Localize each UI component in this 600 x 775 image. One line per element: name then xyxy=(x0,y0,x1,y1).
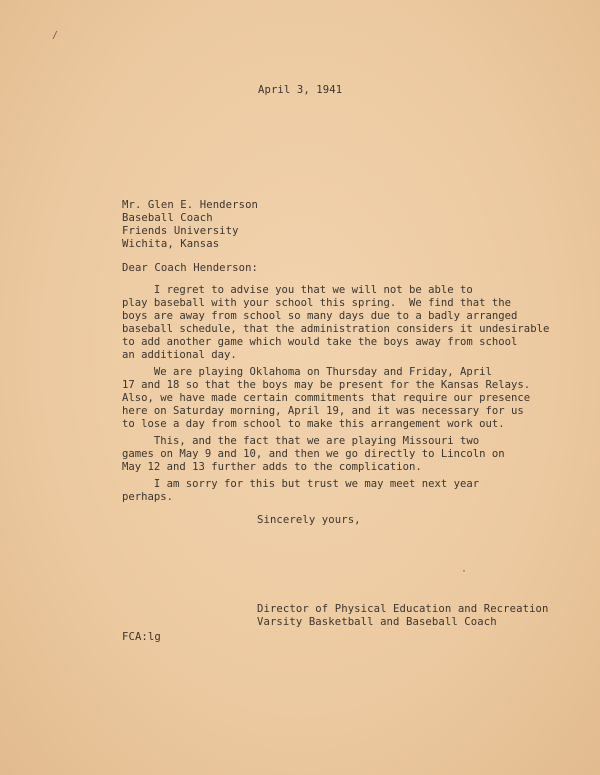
paragraph-line: boys are away from school so many days due to a badly arranged xyxy=(122,310,518,322)
paragraph-line: to lose a day from school to make this arrangement work out. xyxy=(122,418,505,430)
paragraph-line: Also, we have made certain commitments that require our presence xyxy=(122,392,531,404)
recipient-institution: Friends University xyxy=(122,225,239,237)
recipient-title: Baseball Coach xyxy=(122,212,213,224)
paragraph-line: 17 and 18 so that the boys may be present for the Kansas Relays. xyxy=(122,379,531,391)
paragraph-line: an additional day. xyxy=(122,349,237,361)
letter-date: April 3, 1941 xyxy=(258,84,343,96)
paragraph-line: to add another game which would take the boys away from school xyxy=(122,336,518,348)
paragraph-line: We are playing Oklahoma on Thursday and Friday, April xyxy=(122,366,492,378)
recipient-city: Wichita, Kansas xyxy=(122,238,220,250)
paragraph-line: I regret to advise you that we will not be able to xyxy=(122,284,473,296)
closing: Sincerely yours, xyxy=(257,514,361,526)
paragraph-3 xyxy=(122,435,505,474)
paragraph-1 xyxy=(122,284,550,362)
signature-mark: · xyxy=(461,566,468,577)
signature-title-2: Varsity Basketball and Baseball Coach xyxy=(257,616,497,628)
paragraph-line: This, and the fact that we are playing Missouri two xyxy=(122,435,480,447)
paragraph-line: here on Saturday morning, April 19, and it was necessary for us xyxy=(122,405,524,417)
paragraph-line: play baseball with your school this spring. We find that the xyxy=(122,297,512,309)
paragraph-line: May 12 and 13 further adds to the complication. xyxy=(122,461,422,473)
margin-mark: / xyxy=(52,30,59,41)
paragraph-line: baseball schedule, that the administration considers it undesirable xyxy=(122,323,550,335)
salutation: Dear Coach Henderson: xyxy=(122,262,259,274)
paragraph-line: I am sorry for this but trust we may meet next year xyxy=(122,478,480,490)
recipient-name: Mr. Glen E. Henderson xyxy=(122,199,259,211)
paragraph-line: perhaps. xyxy=(122,491,174,503)
paragraph-2 xyxy=(122,366,531,431)
paragraph-line: games on May 9 and 10, and then we go directly to Lincoln on xyxy=(122,448,505,460)
typist-initials: FCA:lg xyxy=(122,631,161,643)
signature-title-1: Director of Physical Education and Recreation xyxy=(257,603,549,615)
paragraph-4 xyxy=(122,478,492,504)
